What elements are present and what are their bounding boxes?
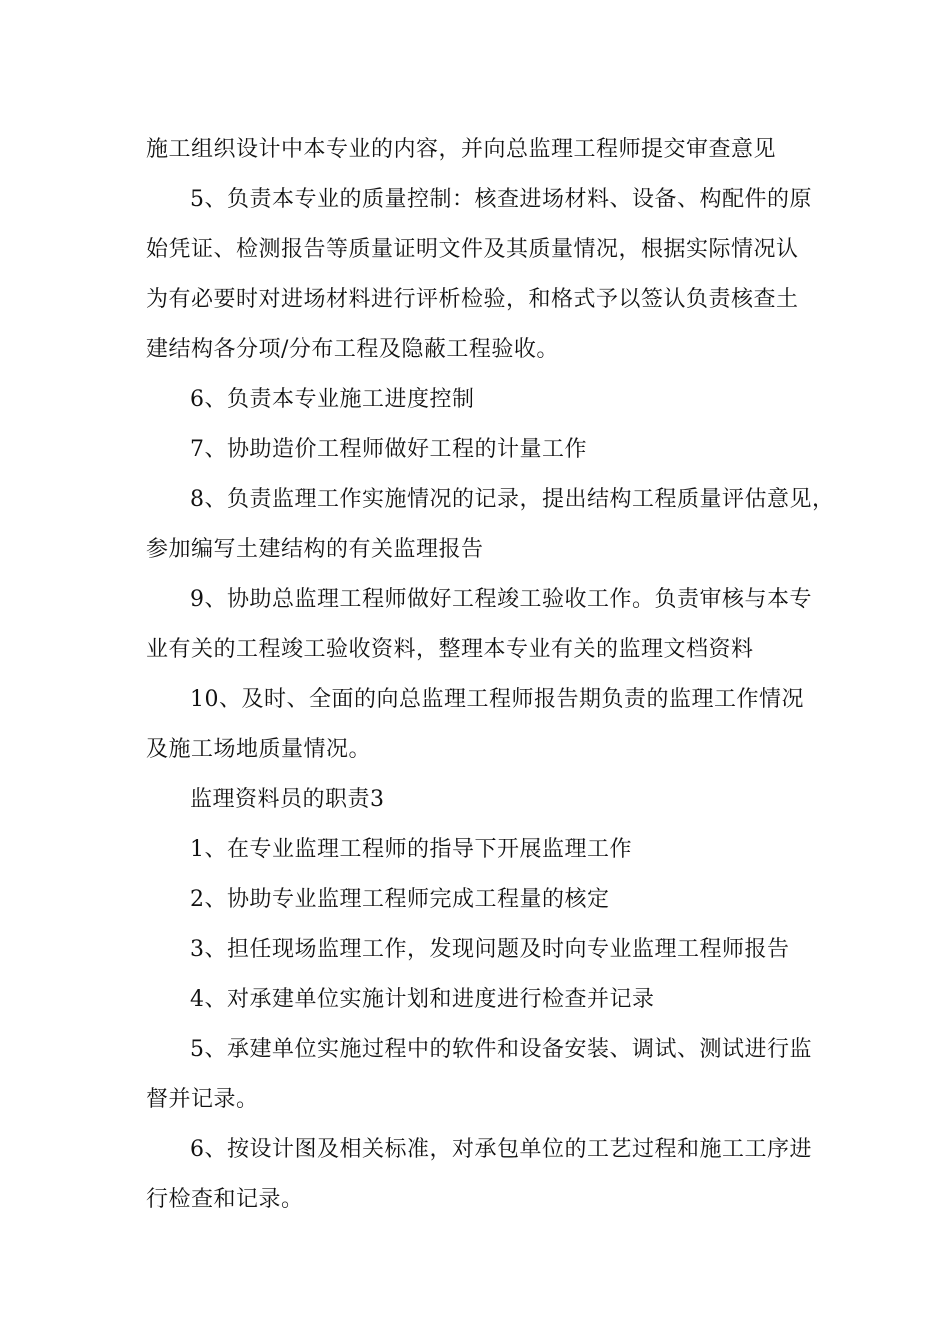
text-line: 督并记录。 xyxy=(146,1087,259,1112)
text-line: 9、协助总监理工程师做好工程竣工验收工作。负责审核与本专 xyxy=(190,587,812,612)
text-line: 6、按设计图及相关标准，对承包单位的工艺过程和施工工序进 xyxy=(190,1137,812,1162)
text-line: 8、负责监理工作实施情况的记录，提出结构工程质量评估意见， xyxy=(190,487,835,512)
text-line: 10、及时、全面的向总监理工程师报告期负责的监理工作情况 xyxy=(190,687,804,712)
text-line: 及施工场地质量情况。 xyxy=(146,737,372,762)
text-line: 为有必要时对进场材料进行评析检验，和格式予以签认负责核查土 xyxy=(146,287,799,312)
text-line: 建结构各分项/分布工程及隐蔽工程验收。 xyxy=(146,337,559,362)
text-line: 业有关的工程竣工验收资料，整理本专业有关的监理文档资料 xyxy=(146,637,754,662)
text-line: 2、协助专业监理工程师完成工程量的核定 xyxy=(190,887,610,912)
text-line: 5、承建单位实施过程中的软件和设备安装、调试、测试进行监 xyxy=(190,1037,812,1062)
text-line: 4、对承建单位实施计划和进度进行检查并记录 xyxy=(190,987,655,1012)
text-line: 5、负责本专业的质量控制：核查进场材料、设备、构配件的原 xyxy=(190,187,812,212)
text-line: 施工组织设计中本专业的内容，并向总监理工程师提交审查意见 xyxy=(146,137,777,162)
text-line: 参加编写土建结构的有关监理报告 xyxy=(146,537,484,562)
text-line: 7、协助造价工程师做好工程的计量工作 xyxy=(190,437,587,462)
text-line: 始凭证、检测报告等质量证明文件及其质量情况，根据实际情况认 xyxy=(146,237,799,262)
text-line: 行检查和记录。 xyxy=(146,1187,304,1212)
text-line: 3、担任现场监理工作，发现问题及时向专业监理工程师报告 xyxy=(190,937,790,962)
text-line: 6、负责本专业施工进度控制 xyxy=(190,387,475,412)
section-heading: 监理资料员的职责3 xyxy=(190,787,385,812)
text-line: 1、在专业监理工程师的指导下开展监理工作 xyxy=(190,837,632,862)
